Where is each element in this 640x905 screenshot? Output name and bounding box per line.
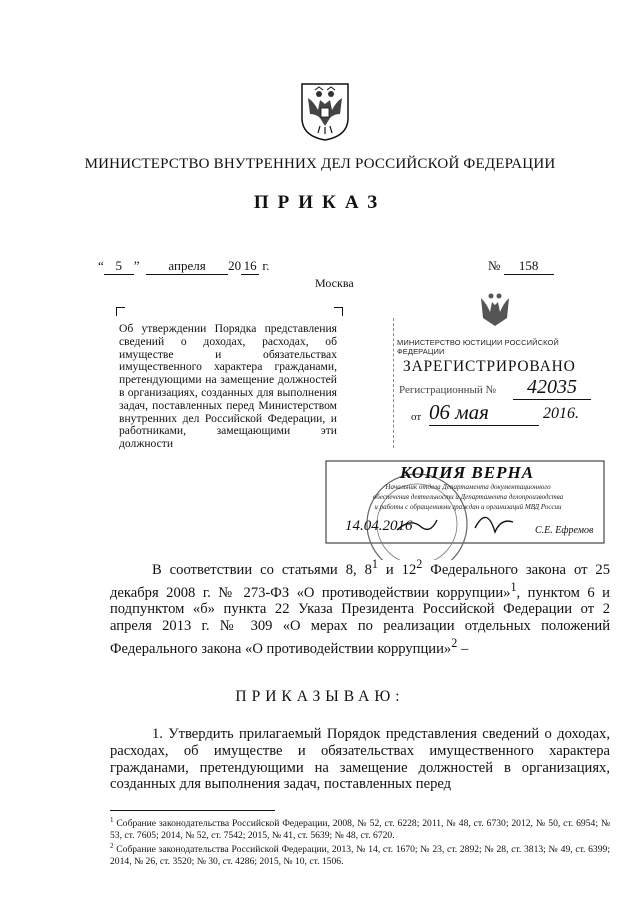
ministry-name: МИНИСТЕРСТВО ВНУТРЕННИХ ДЕЛ РОССИЙСКОЙ ФЕДЕРАЦИИ [84, 156, 556, 172]
preamble-part: В соответствии со статьями 8, 8 [152, 561, 372, 578]
footnote-number: 2 [110, 842, 114, 850]
footnote-text: Собрание законодательства Российской Федерации, 2008, № 52, ст. 6228; 2011, № 48, ст. 6730; 2012, № 50, ст. 6954; № 53, ст. 7605; 2014, № 52, ст. 7542; 2015, № 41, ст. 5639; № 48, ст. 6720. [110, 818, 611, 841]
footnote [110, 815, 610, 841]
date-day: 5 [104, 258, 134, 275]
date-year-suffix: 16 [241, 258, 259, 275]
copy-certified-stamp [325, 460, 605, 560]
date-year-prefix: 20 [228, 258, 242, 273]
order-number-field [488, 258, 554, 275]
copy-signer: С.Е. Ефремов [535, 525, 594, 536]
copy-line: и работы с обращениями граждан и организаций МВД России [374, 503, 562, 511]
footnote-divider [110, 810, 275, 811]
footnote-text: Собрание законодательства Российской Федерации, 2013, № 14, ст. 1670; № 23, ст. 2892; № 28, ст. 3813; № 49, ст. 6399; 2014, № 26, ст. 3520; № 30, ст. 4286; 2015, № 10, ст. 1506. [110, 844, 610, 867]
footnote-ref: 2 [451, 635, 458, 650]
footnote [110, 841, 610, 867]
russian-coat-of-arms-icon [300, 80, 350, 142]
order-number: 158 [504, 258, 554, 275]
copy-line: Начальник отдела Департамента документационного [385, 483, 551, 491]
order-subject: Об утверждении Порядка представления сведений о доходах, расходах, об имуществе и обязательствах имущественного характера гражданами, претендующими на замещение должностей в организациях, созданных для выполнения задач, поставленных перед Министерством внутренних дел Российской Федерации, и работниками, замещающими эти должности [119, 322, 337, 451]
copy-title: КОПИЯ ВЕРНА [400, 463, 535, 482]
city: Москва [315, 276, 354, 290]
stamp-from-label: от [411, 411, 422, 423]
stamp-reg-number: 42035 [513, 376, 591, 400]
date-open-quote: “ [98, 258, 104, 273]
footnote-number: 1 [110, 816, 114, 824]
subject-corner-right [334, 307, 343, 316]
stamp-ministry: МИНИСТЕРСТВО ЮСТИЦИИ РОССИЙСКОЙ ФЕДЕРАЦИИ [397, 338, 559, 356]
stamp-reg-label: Регистрационный № [399, 384, 497, 396]
preamble-part: и 12 [377, 561, 417, 578]
preamble-paragraph [110, 556, 610, 658]
preamble-part: Федерального закона от 25 декабря 2008 г. № 273-ФЗ «О противодействии коррупции» [110, 561, 610, 601]
stamp-registered: ЗАРЕГИСТРИРОВАНО [403, 358, 576, 375]
footnotes [110, 815, 610, 867]
number-label: № [488, 258, 501, 273]
footnote-ref: 1 [510, 579, 517, 594]
sup: 2 [416, 557, 423, 571]
document-title: ПРИКАЗ [253, 192, 387, 213]
copy-lines [337, 482, 599, 512]
date-field [98, 258, 269, 275]
copy-date: 14.04.2016 [345, 518, 413, 534]
date-year-unit: г. [262, 258, 270, 273]
copy-line: обеспечения деятельности и Департамента делопроизводства [372, 493, 564, 501]
item-1-paragraph: 1. Утвердить прилагаемый Порядок представления сведений о доходах, расходах, об имуществе и обязательствах имущественного характера гражданами, претендующими на замещение должностей в организациях, созданных для выполнения задач, поставленных перед [110, 726, 610, 793]
stamp-from-year: 2016. [543, 405, 579, 422]
preamble-part: , пунктом 6 и подпунктом «б» пункта 22 Указа Президента Российской Федерации от 2 апреля 2013 г. № 309 «О мерах по реализации отдельных положений Федерального закона «О противодействии коррупции» [110, 584, 610, 657]
date-month: апреля [146, 258, 228, 275]
sup: 1 [371, 557, 378, 571]
registration-stamp [393, 318, 598, 448]
date-close-quote: ” [133, 258, 140, 273]
subject-corner-left [116, 307, 125, 316]
preamble-part: – [457, 640, 469, 657]
stamp-from-date: 06 мая [429, 400, 539, 426]
orders-heading: ПРИКАЗЫВАЮ: [235, 688, 405, 705]
